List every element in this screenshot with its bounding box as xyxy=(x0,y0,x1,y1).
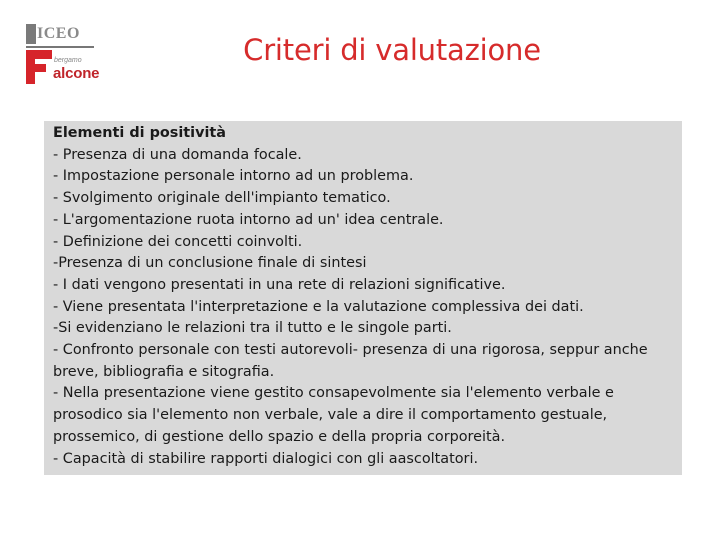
content-text xyxy=(53,123,679,470)
content-line: - I dati vengono presentati in una rete di relazioni significative. xyxy=(53,276,506,293)
logo-f-mark xyxy=(26,50,52,84)
content-line: - Viene presentata l'interpretazione e la valutazione complessiva dei dati. xyxy=(53,298,584,315)
content-line: -Si evidenziano le relazioni tra il tutto e le singole parti. xyxy=(53,320,452,337)
content-line: -Presenza di un conclusione finale di sintesi xyxy=(53,255,367,272)
content-line: prossemico, di gestione dello spazio e della propria corporeità. xyxy=(53,428,506,445)
content-line: prosodico sia l'elemento non verbale, vale a dire il comportamento gestuale, xyxy=(53,407,608,424)
content-line: breve, bibliografia e sitografia. xyxy=(53,363,275,380)
logo-bottom-text: alcone xyxy=(53,65,100,82)
content-line: - Presenza di una domanda focale. xyxy=(53,146,302,163)
content-line: - Confronto personale con testi autorevoli- presenza di una rigorosa, seppur anche xyxy=(53,342,648,359)
content-line: - Nella presentazione viene gestito consapevolmente sia l'elemento verbale e xyxy=(53,385,614,402)
content-line: - Svolgimento originale dell'impianto tematico. xyxy=(53,190,391,207)
content-heading: Elementi di positività xyxy=(53,125,226,141)
slide-title: Criteri di valutazione xyxy=(243,33,541,67)
content-line: - Definizione dei concetti coinvolti. xyxy=(53,233,303,250)
content-line: - L'argomentazione ruota intorno ad un' idea centrale. xyxy=(53,211,444,228)
content-line: - Impostazione personale intorno ad un problema. xyxy=(53,168,414,185)
logo-small-text: bergamo xyxy=(54,57,82,64)
logo-i-block xyxy=(26,24,36,44)
content-line: - Capacità di stabilire rapporti dialogici con gli aascoltatori. xyxy=(53,450,479,467)
logo-top-text: ICEO xyxy=(37,25,80,42)
logo-f-bar-mid xyxy=(26,64,46,72)
logo-top-band xyxy=(26,24,94,48)
school-logo xyxy=(26,24,100,86)
